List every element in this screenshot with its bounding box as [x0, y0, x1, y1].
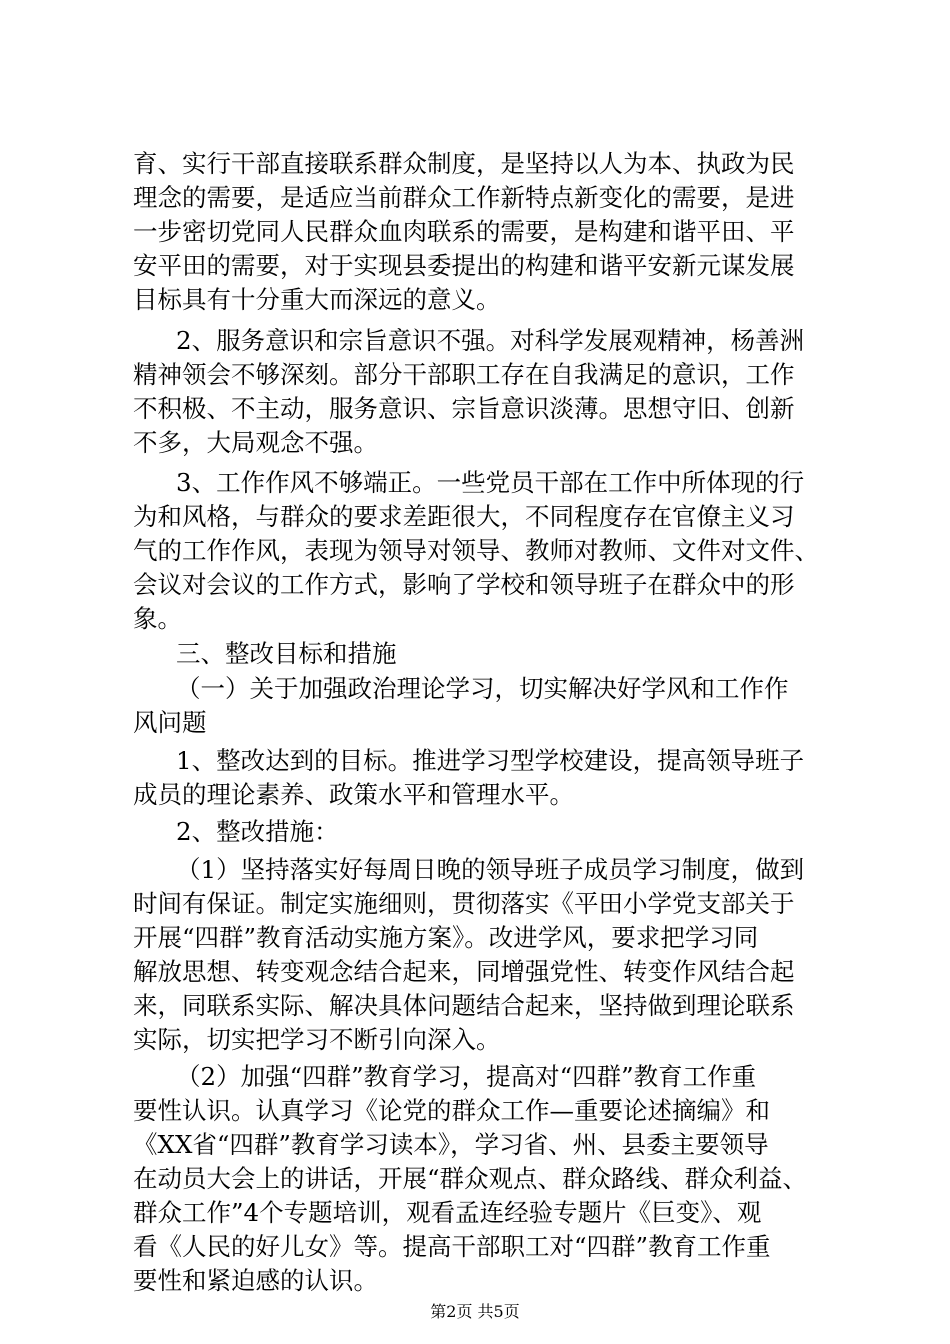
text-line: 3、工作作风不够端正。一些党员干部在工作中所体现的行 [176, 468, 805, 497]
text-line: 一步密切党同人民群众血肉联系的需要，是构建和谐平田、平 [133, 217, 795, 246]
text-line: 象。 [133, 604, 182, 633]
text-line: 群众工作”4个专题培训，观看孟连经验专题片《巨变》、观 [133, 1198, 762, 1227]
text-line: 2、服务意识和宗旨意识不强。对科学发展观精神，杨善洲 [176, 326, 805, 355]
text-line: 看《人民的好儿女》等。提高干部职工对“四群”教育工作重 [133, 1232, 771, 1261]
text-line: 2、整改措施： [176, 817, 339, 846]
text-line: 理念的需要，是适应当前群众工作新特点新变化的需要，是进 [133, 183, 795, 212]
text-line: 要性和紧迫感的认识。 [133, 1266, 378, 1295]
text-line: 不积极、不主动，服务意识、宗旨意识淡薄。思想守旧、创新 [133, 394, 795, 423]
text-line: （2）加强“四群”教育学习，提高对“四群”教育工作重 [176, 1062, 757, 1091]
text-line: 不多，大局观念不强。 [133, 428, 378, 457]
text-line: 为和风格，与群众的要求差距很大，不同程度存在官僚主义习 [133, 502, 795, 531]
text-line: 风问题 [133, 708, 207, 737]
text-line: 开展“四群”教育活动实施方案》。改进学风，要求把学习同 [133, 923, 759, 952]
text-line: 在动员大会上的讲话，开展“群众观点、群众路线、群众利益、 [133, 1164, 808, 1193]
text-line: 精神领会不够深刻。部分干部职工存在自我满足的意识，工作 [133, 360, 795, 389]
text-line: 气的工作作风，表现为领导对领导、教师对教师、文件对文件、 [133, 536, 819, 565]
text-line: （1）坚持落实好每周日晚的领导班子成员学习制度，做到 [176, 855, 805, 884]
text-line: 解放思想、转变观念结合起来，同增强党性、转变作风结合起 [133, 957, 795, 986]
text-line: 成员的理论素养、政策水平和管理水平。 [133, 780, 574, 809]
text-line: 目标具有十分重大而深远的意义。 [133, 285, 501, 314]
text-line: 安平田的需要，对于实现县委提出的构建和谐平安新元谋发展 [133, 251, 795, 280]
subsection-heading: （一）关于加强政治理论学习，切实解决好学风和工作作 [176, 674, 789, 703]
text-line: 育、实行干部直接联系群众制度，是坚持以人为本、执政为民 [133, 149, 795, 178]
text-line: 时间有保证。制定实施细则，贯彻落实《平田小学党支部关于 [133, 889, 795, 918]
text-line: 1、整改达到的目标。推进学习型学校建设，提高领导班子 [176, 746, 805, 775]
text-line: 要性认识。认真学习《论党的群众工作—重要论述摘编》和 [133, 1096, 770, 1125]
text-line: 来，同联系实际、解决具体问题结合起来，坚持做到理论联系 [133, 991, 795, 1020]
page-footer: 第2页 共5页 [430, 1302, 520, 1321]
text-line: 实际，切实把学习不断引向深入。 [133, 1025, 501, 1054]
text-line: 《XX省“四群”教育学习读本》，学习省、州、县委主要领导 [133, 1130, 769, 1159]
text-line: 会议对会议的工作方式，影响了学校和领导班子在群众中的形 [133, 570, 795, 599]
section-heading: 三、整改目标和措施 [176, 639, 397, 668]
